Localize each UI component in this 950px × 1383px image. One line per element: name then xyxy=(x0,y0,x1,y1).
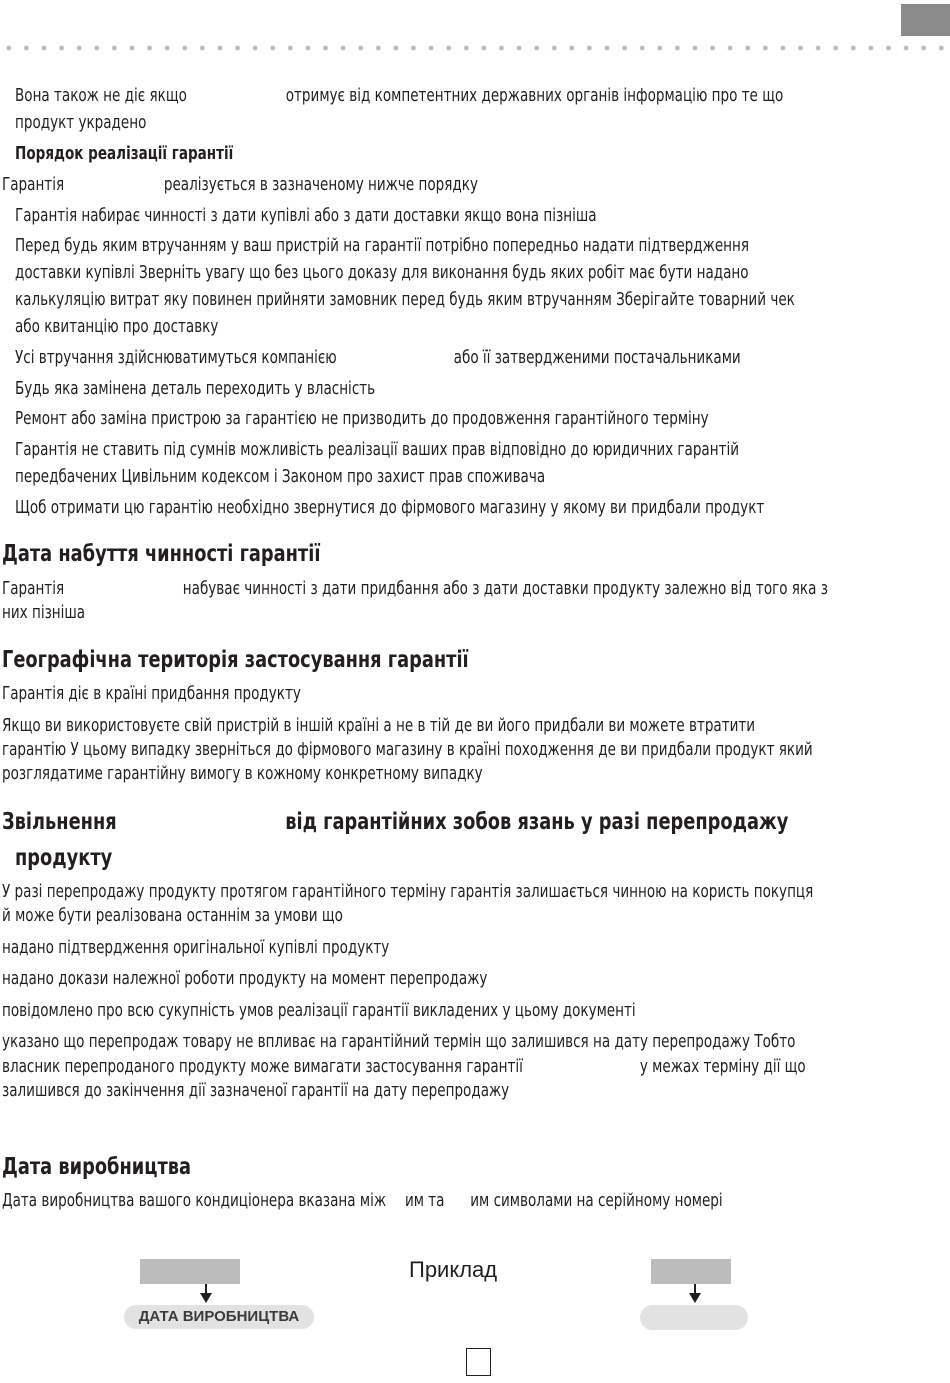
arrow-down-icon xyxy=(689,1293,701,1303)
text-line: продукт украдено xyxy=(15,113,147,133)
text-fragment: Усі втручання здійснюватимуться компанією xyxy=(15,348,337,368)
text-line: них пізніша xyxy=(2,603,86,623)
text-fragment: им символами на серійному номері xyxy=(470,1191,723,1211)
text-line: калькуляцію витрат яку повинен прийняти замовник перед будь яким втручанням Зберігайте товарний чек xyxy=(15,290,795,310)
procedure-title: Порядок реалізації гарантії xyxy=(15,144,234,164)
text-line: або квитанцію про доставку xyxy=(15,317,219,337)
list-item: повідомлено про всю сукупність умов реалізації гарантії викладених у цьому документі xyxy=(2,1001,636,1021)
list-item: Щоб отримати цю гарантію необхідно звернутися до фірмового магазину у якому ви придбали продукт xyxy=(15,498,765,518)
list-item: Будь яка замінена деталь переходить у власність xyxy=(15,379,376,399)
text-line xyxy=(2,173,478,197)
list-item: указано що перепродаж товару не впливає на гарантійний термін що залишився на дату перепродажу Тобто xyxy=(2,1032,796,1052)
text-line: гарантію У цьому випадку зверніться до фірмового магазину в країні походження де ви придбали продукт який xyxy=(2,740,813,760)
section-heading: Географічна територія застосування гарантії xyxy=(2,647,469,673)
text-fragment: им та xyxy=(404,1191,445,1211)
list-item: надано докази належної роботи продукту на момент перепродажу xyxy=(2,969,488,989)
heading-fragment: Звільнення xyxy=(2,809,117,835)
text-fragment: Гарантія xyxy=(2,579,65,599)
serial-segment-box xyxy=(651,1259,731,1284)
text-line xyxy=(2,577,828,601)
dotted-divider xyxy=(0,44,950,52)
text-line: Гарантія діє в країні придбання продукту xyxy=(2,684,301,704)
production-date-pill: ДАТА ВИРОБНИЦТВА xyxy=(124,1305,314,1329)
arrow-down-icon xyxy=(200,1293,212,1303)
section-heading: Дата набуття чинності гарантії xyxy=(2,541,321,567)
heading-fragment: від гарантійних зобов язань у разі перепродажу xyxy=(285,809,789,835)
text-line xyxy=(2,1055,806,1079)
serial-segment-box xyxy=(140,1259,240,1284)
text-line: залишився до закінчення дії зазначеної гарантії на дату перепродажу xyxy=(2,1081,510,1101)
text-line: передбачених Цивільним кодексом і Законом про захист прав споживача xyxy=(15,467,546,487)
text-fragment: або її затвердженими постачальниками xyxy=(453,348,741,368)
section-heading xyxy=(2,807,788,837)
text-line xyxy=(15,84,783,108)
list-item: Перед будь яким втручанням у ваш пристрій на гарантії потрібно попередньо надати підтвердження xyxy=(15,236,750,256)
list-item: Гарантія набирає чинності з дати купівлі або з дати доставки якщо вона пізніша xyxy=(15,206,597,226)
list-item: Гарантія не ставить під сумнів можливість реалізації ваших прав відповідно до юридичних гарантій xyxy=(15,440,740,460)
text-fragment: Вона також не діє якщо xyxy=(15,86,187,106)
text-fragment: у межах терміну дії що xyxy=(639,1057,806,1077)
list-item: Ремонт або заміна пристрою за гарантією не призводить до продовження гарантійного терміну xyxy=(15,409,709,429)
list-item xyxy=(15,346,741,370)
text-line: Якщо ви використовуєте свій пристрій в іншій країні а не в тій де ви його придбали ви можете втратити xyxy=(2,716,756,736)
section-tab-marker xyxy=(901,4,950,36)
example-label: Приклад xyxy=(409,1257,498,1282)
list-item: надано підтвердження оригінальної купівлі продукту xyxy=(2,938,390,958)
text-fragment: набуває чинності з дати придбання або з дати доставки продукту залежно від того яка з xyxy=(182,579,828,599)
text-fragment: Дата виробництва вашого кондиціонера вказана між xyxy=(2,1191,387,1211)
section-heading-continuation: продукту xyxy=(15,845,113,871)
text-line xyxy=(2,1189,723,1213)
text-fragment: реалізується в зазначеному нижче порядку xyxy=(163,175,478,195)
text-fragment: власник перепроданого продукту може вимагати застосування гарантії xyxy=(2,1057,523,1077)
text-fragment: отримує від компетентних державних органів інформацію про те що xyxy=(285,86,784,106)
text-line: доставки купівлі Зверніть увагу що без цього доказу для виконання будь яких робіт має бути надано xyxy=(15,263,749,283)
page-number-box xyxy=(466,1348,491,1376)
section-heading: Дата виробництва xyxy=(2,1154,192,1180)
text-line: У разі перепродажу продукту протягом гарантійного терміну гарантія залишається чинною на користь покупця xyxy=(2,882,814,902)
text-line: й може бути реалізована останнім за умови що xyxy=(2,906,343,926)
serial-segment-pill xyxy=(640,1305,748,1330)
text-fragment: Гарантія xyxy=(2,175,65,195)
text-line: розглядатиме гарантійну вимогу в кожному конкретному випадку xyxy=(2,764,483,784)
